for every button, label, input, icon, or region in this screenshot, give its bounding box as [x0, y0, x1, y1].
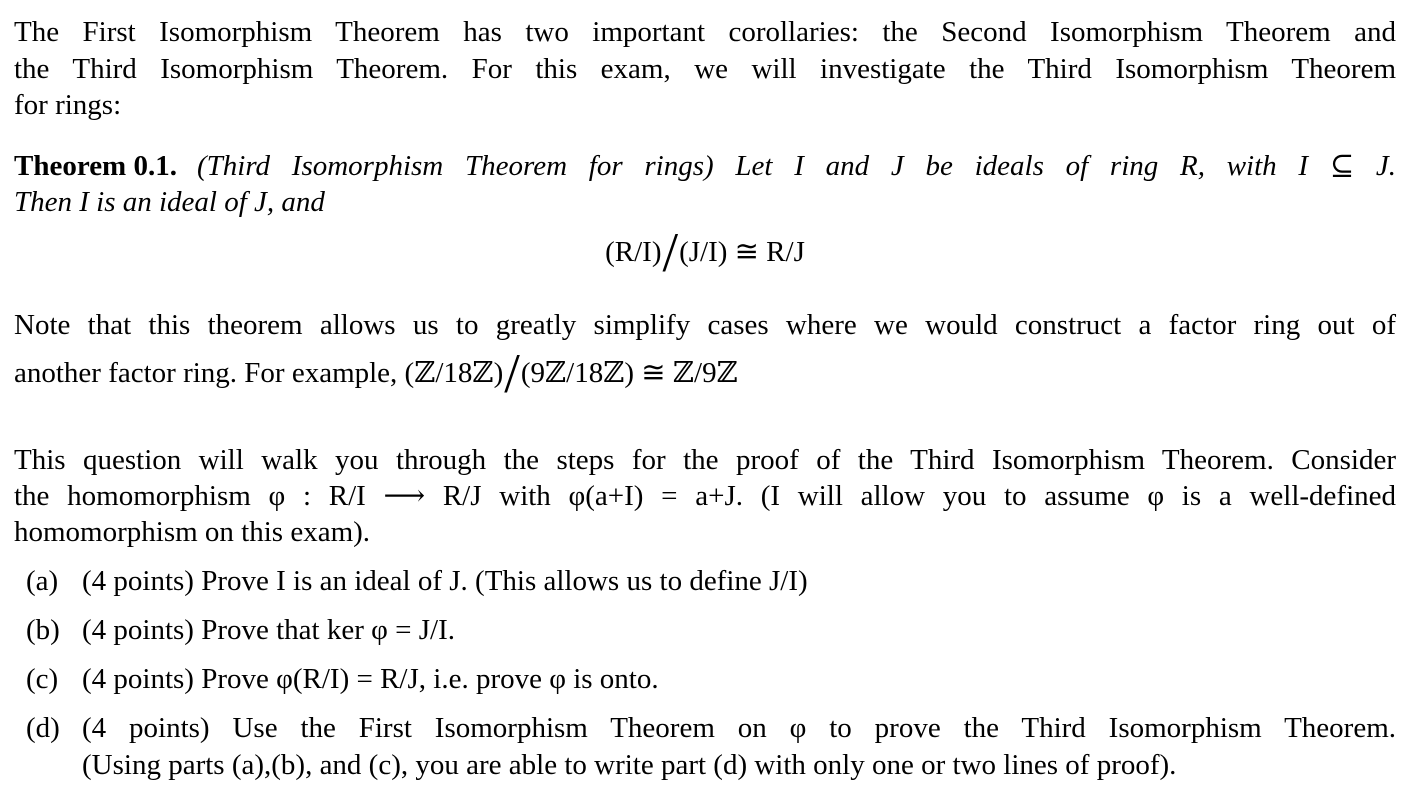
part-c-label: (c)	[26, 663, 59, 695]
intro-line-2: the Third Isomorphism Theorem. For this exam, we will investigate the Third Isomorphism Theorem	[14, 53, 1396, 85]
part-d-text: (4 points) Use the First Isomorphism Theorem on φ to prove the Third Isomorphism Theorem.	[82, 712, 1396, 744]
note-line-1: Note that this theorem allows us to greatly simplify cases where we would construct a factor ring out of	[14, 309, 1396, 341]
question-line-1: This question will walk you through the steps for the proof of the Third Isomorphism Theorem. Consider	[14, 444, 1396, 476]
note-line-2: another factor ring. For example, (ℤ/18ℤ)/(9ℤ/18ℤ) ≅ ℤ/9ℤ	[14, 343, 738, 405]
part-d-label: (d)	[26, 712, 60, 744]
part-a-label: (a)	[26, 565, 59, 597]
theorem-label: Theorem 0.1.	[14, 150, 177, 182]
part-c-text: (4 points) Prove φ(R/I) = R/J, i.e. prove φ is onto.	[82, 663, 659, 695]
part-b-text: (4 points) Prove that ker φ = J/I.	[82, 614, 455, 646]
theorem-line-1	[14, 152, 1396, 181]
question-line-3: homomorphism on this exam).	[14, 516, 371, 548]
intro-line-1: The First Isomorphism Theorem has two important corollaries: the Second Isomorphism Theorem and	[14, 16, 1396, 48]
theorem-statement: (Third Isomorphism Theorem for rings) Let I and J be ideals of ring R, with I ⊆ J.	[196, 150, 1396, 182]
part-d-text-2: (Using parts (a),(b), and (c), you are able to write part (d) with only one or two lines of proof).	[82, 749, 1177, 781]
question-line-2: the homomorphism φ : R/I ⟶ R/J with φ(a+I) = a+J. (I will allow you to assume φ is a well-defined	[14, 480, 1396, 512]
theorem-display-equation: (R/I)/(J/I) ≅ R/J	[605, 222, 805, 284]
display-right: (J/I) ≅ R/J	[679, 236, 805, 268]
theorem-line-2: Then I is an ideal of J, and	[14, 186, 325, 218]
part-b-label: (b)	[26, 614, 60, 646]
part-a-text: (4 points) Prove I is an ideal of J. (This allows us to define J/I)	[82, 565, 808, 597]
intro-line-3: for rings:	[14, 89, 122, 121]
note-example-right: (9ℤ/18ℤ) ≅ ℤ/9ℤ	[520, 357, 738, 389]
note-example-left: another factor ring. For example, (ℤ/18ℤ)	[14, 357, 504, 389]
display-left: (R/I)	[605, 236, 662, 268]
